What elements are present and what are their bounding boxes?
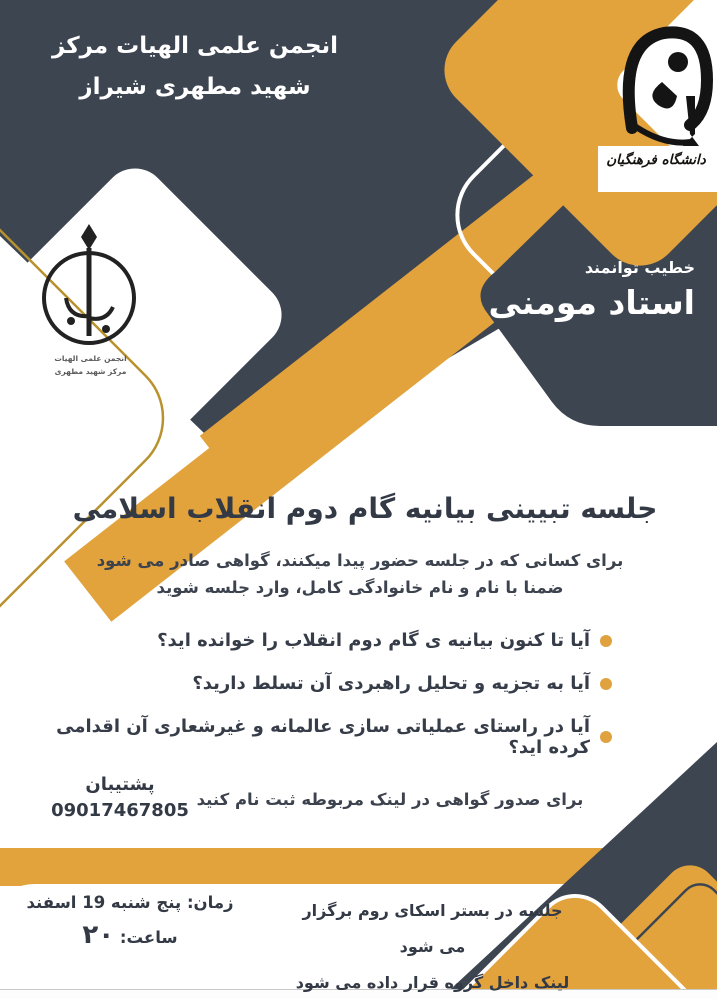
subtitle [20,547,700,601]
page-title: جلسه تبیینی بیانیه گام دوم انقلاب اسلامی [72,492,658,525]
hour-label: ساعت: [119,928,178,947]
association-line1: انجمن علمی الهیات مرکز [51,33,339,59]
logo-caption [28,352,153,378]
speaker-name: استاد مومنی [488,283,695,322]
hour-value: ۲۰ [82,920,115,950]
question-item [32,716,612,758]
question-item [32,630,612,651]
speaker-pretitle: خطیب توانمند [584,258,695,277]
bullet-dot-icon [600,678,612,690]
schedule-date: زمان: پنج شنبه 19 اسفند [26,893,234,912]
bullet-dot-icon [600,635,612,647]
university-name: دانشگاه فرهنگیان [606,152,706,168]
schedule-block [25,893,235,950]
support-phone: 09017467805 [51,800,189,821]
speaker-block [395,258,695,322]
subtitle-line1: برای کسانی که در جلسه حضور پیدا میکنند، گواهی صادر می شود [96,551,624,570]
association-title [30,26,360,108]
support-label: پشتیبان [85,774,155,795]
association-line2: شهید مطهری شیراز [79,74,311,100]
schedule-hour [25,920,235,950]
subtitle-line2: ضمنا با نام و نام خانوادگی کامل، وارد جلسه شوید [156,578,564,597]
bullet-dot-icon [600,731,612,743]
registration-note: برای صدور گواهی در لینک مربوطه ثبت نام کنید [196,790,584,809]
question-list [32,630,612,780]
question-item [32,673,612,694]
question-text: آیا در راستای عملیاتی سازی عالمانه و غیرشعاری آن اقدامی کرده اید؟ [56,716,590,758]
platform-block [290,893,575,999]
question-text: آیا به تجزیه و تحلیل راهبردی آن تسلط دارید؟ [192,673,590,694]
platform-line1: جلسه در بستر اسکای روم برگزار می شود [302,901,563,956]
logo-caption-line2: مرکز شهید مطهری [54,367,127,376]
platform-line2: لینک داخل گروه قرار داده می شود [295,973,570,992]
support-block [45,774,195,821]
question-text: آیا تا کنون بیانیه ی گام دوم انقلاب را خوانده اید؟ [157,630,590,651]
logo-caption-line1: انجمن علمی الهیات [54,354,127,363]
